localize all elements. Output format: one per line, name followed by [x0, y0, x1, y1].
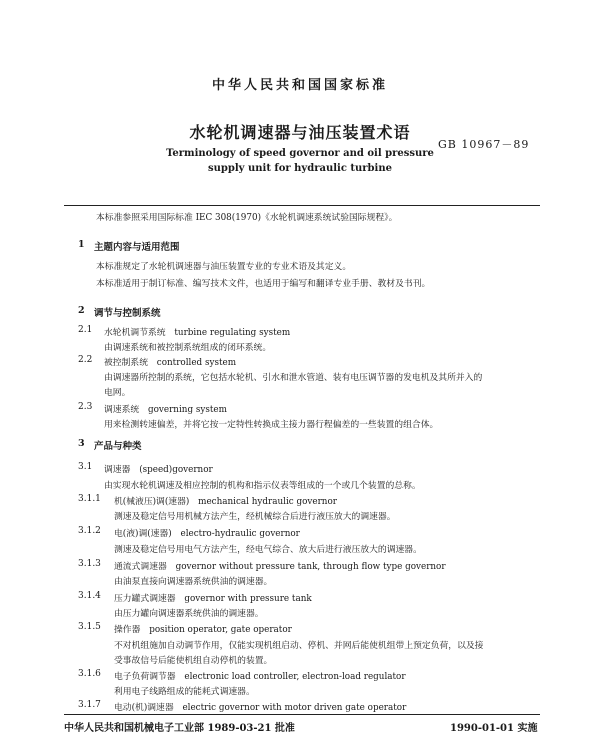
definition-line: 测速及稳定信号用电气方法产生，经电气综合、放大后进行液压放大的调速器。: [114, 545, 422, 555]
term-heading: 操作器 position operator, gate operator: [114, 625, 292, 635]
standard-title-en-line2: supply unit for hydraulic turbine: [208, 163, 392, 174]
definition-line: 由调速系统和被控制系统组成的闭环系统。: [104, 343, 272, 353]
term-heading: 水轮机调节系统 turbine regulating system: [104, 328, 291, 338]
term-heading: 调速系统 governing system: [104, 405, 227, 415]
term-heading: 被控制系统 controlled system: [104, 358, 237, 368]
item-number: 3.1.5: [78, 622, 101, 632]
item-number: 2.3: [78, 402, 93, 412]
definition-line: 受事故信号后能使机组自动停机的装置。: [114, 656, 273, 666]
definition-line: 由油泵直接向调速器系统供油的调速器。: [114, 577, 273, 587]
definition-line: 由调速器所控制的系统，它包括水轮机、引水和泄水管道、装有电压调节器的发电机及其所并入的: [104, 373, 483, 383]
item-number: 2.2: [78, 355, 93, 365]
footer-divider: [64, 714, 540, 715]
gb-code: GB 10967－89: [438, 138, 530, 151]
approval-line: 中华人民共和国机械电子工业部 1989-03-21 批准: [64, 723, 295, 734]
term-heading: 电子负荷调节器 electronic load controller, electron-load regulator: [114, 672, 406, 682]
definition-line: 由实现水轮机调速及相应控制的机构和指示仪表等组成的一个或几个装置的总称。: [104, 481, 421, 491]
term-heading: 调速器 (speed)governor: [104, 465, 213, 475]
intro-paragraph: 本标准参照采用国际标准 IEC 308(1970)《水轮机调速系统试验国际规程》。: [96, 213, 398, 223]
term-heading: 电动(机)调速器 electric governor with motor driven gate operator: [114, 703, 407, 713]
definition-line: 利用电子线路组成的能耗式调速器。: [114, 687, 255, 697]
section-1-number: 1: [78, 239, 85, 250]
section-1-title: 主题内容与适用范围: [94, 242, 180, 253]
term-heading: 机(械液压)调(速器) mechanical hydraulic governor: [114, 497, 337, 507]
definition-line: 由压力罐向调速器系统供油的调速器。: [114, 609, 264, 619]
item-number: 3.1.3: [78, 559, 101, 569]
header-divider: [64, 205, 540, 206]
national-standard-heading: 中华人民共和国国家标准: [211, 78, 388, 93]
item-number: 3.1.6: [78, 669, 101, 679]
item-number: 2.1: [78, 325, 93, 335]
term-heading: 电(液)调(速器) electro-hydraulic governor: [114, 529, 300, 539]
term-heading: 通流式调速器 governor without pressure tank, through flow type governor: [114, 562, 446, 572]
definition-line: 不对机组施加自动调节作用，仅能实现机组启动、停机、并网后能使机组带上预定负荷，以及接: [114, 641, 484, 651]
definition-line: 测速及稳定信号用机械方法产生，经机械综合后进行液压放大的调速器。: [114, 512, 396, 522]
term-heading: 压力罐式调速器 governor with pressure tank: [114, 594, 312, 604]
item-number: 3.1: [78, 462, 93, 472]
definition-line: 用来检测转速偏差，并将它按一定特性转换成主接力器行程偏差的一些装置的组合体。: [104, 420, 439, 430]
item-number: 3.1.2: [78, 526, 101, 536]
item-number: 3.1.4: [78, 591, 101, 601]
section-3-title: 产品与种类: [94, 441, 142, 452]
item-number: 3.1.1: [78, 494, 101, 504]
section-2-title: 调节与控制系统: [94, 308, 161, 319]
definition-line: 电网。: [104, 388, 131, 398]
effective-date: 1990-01-01 实施: [450, 723, 538, 734]
section-3-number: 3: [78, 438, 85, 449]
item-number: 3.1.7: [78, 700, 101, 710]
standard-title-en-line1: Terminology of speed governor and oil pressure: [166, 148, 434, 159]
section-1-paragraph-2: 本标准适用于制订标准、编写技术文件，也适用于编写和翻译专业手册、教材及书刊。: [96, 279, 431, 289]
section-1-paragraph-1: 本标准规定了水轮机调速器与油压装置专业的专业术语及其定义。: [96, 262, 352, 272]
section-2-number: 2: [78, 305, 85, 316]
standard-title-cn: 水轮机调速器与油压装置术语: [189, 123, 411, 142]
